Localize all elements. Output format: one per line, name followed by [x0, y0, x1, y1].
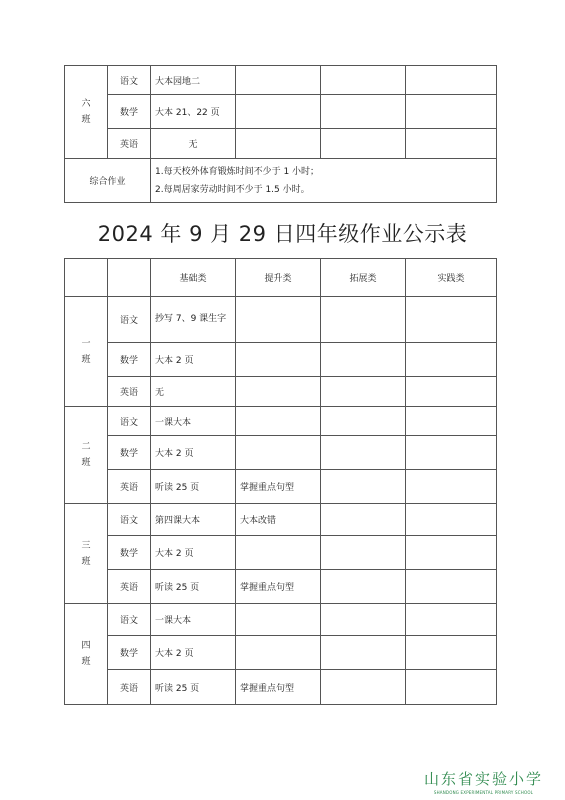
extend-cell	[321, 636, 406, 670]
header-blank	[108, 259, 151, 297]
improve-cell	[236, 604, 321, 636]
practice-cell	[406, 636, 497, 670]
practice-cell	[406, 670, 497, 705]
subject-cell: 数学	[108, 343, 151, 377]
basic-cell: 听读 25 页	[151, 570, 236, 604]
subject-cell: 数学	[108, 436, 151, 470]
class-cell-4: 四 班	[65, 604, 108, 705]
improve-cell	[236, 377, 321, 407]
header-basic: 基础类	[151, 259, 236, 297]
extend-cell	[321, 570, 406, 604]
practice-cell	[406, 470, 497, 504]
subject-cell: 语文	[108, 297, 151, 343]
practice-cell	[406, 66, 497, 95]
improve-cell	[236, 636, 321, 670]
comprehensive-label: 综合作业	[65, 159, 151, 203]
homework-table	[64, 258, 497, 705]
header-improve: 提升类	[236, 259, 321, 297]
extend-cell	[321, 297, 406, 343]
practice-cell	[406, 407, 497, 436]
subject-cell: 语文	[108, 66, 151, 95]
subject-cell: 英语	[108, 377, 151, 407]
improve-cell: 掌握重点句型	[236, 670, 321, 705]
extend-cell	[321, 343, 406, 377]
basic-cell: 听读 25 页	[151, 470, 236, 504]
improve-cell	[236, 297, 321, 343]
extend-cell	[321, 95, 406, 129]
previous-table-section	[64, 65, 497, 203]
improve-cell	[236, 66, 321, 95]
subject-cell: 数学	[108, 95, 151, 129]
practice-cell	[406, 377, 497, 407]
basic-cell: 第四课大本	[151, 504, 236, 536]
practice-cell	[406, 297, 497, 343]
improve-cell: 掌握重点句型	[236, 470, 321, 504]
practice-cell	[406, 129, 497, 159]
comprehensive-line: 2.每周居家劳动时间不少于 1.5 小时。	[155, 184, 310, 195]
extend-cell	[321, 670, 406, 705]
subject-cell: 语文	[108, 604, 151, 636]
improve-cell	[236, 436, 321, 470]
subject-cell: 语文	[108, 407, 151, 436]
basic-cell: 大本 2 页	[151, 536, 236, 570]
subject-cell: 英语	[108, 470, 151, 504]
header-extend: 拓展类	[321, 259, 406, 297]
improve-cell	[236, 95, 321, 129]
extend-cell	[321, 377, 406, 407]
basic-cell: 一课大本	[151, 604, 236, 636]
basic-cell: 大本 21、22 页	[151, 95, 236, 129]
class-cell-1: 一 班	[65, 297, 108, 407]
basic-cell: 大本园地二	[151, 66, 236, 95]
subject-cell: 数学	[108, 536, 151, 570]
comprehensive-line: 1.每天校外体育锻炼时间不少于 1 小时；	[155, 166, 320, 177]
class-cell-3: 三 班	[65, 504, 108, 604]
practice-cell	[406, 536, 497, 570]
basic-cell: 听读 25 页	[151, 670, 236, 705]
subject-cell: 英语	[108, 129, 151, 159]
improve-cell	[236, 343, 321, 377]
extend-cell	[321, 536, 406, 570]
subject-cell: 数学	[108, 636, 151, 670]
page-title: 2024 年 9 月 29 日四年级作业公示表	[97, 222, 468, 246]
practice-cell	[406, 95, 497, 129]
extend-cell	[321, 436, 406, 470]
header-practice: 实践类	[406, 259, 497, 297]
basic-cell: 大本 2 页	[151, 343, 236, 377]
school-name-en: SHANDONG EXPERIMENTAL PRIMARY SCHOOL	[433, 790, 534, 795]
extend-cell	[321, 66, 406, 95]
basic-cell: 大本 2 页	[151, 636, 236, 670]
improve-cell	[236, 407, 321, 436]
extend-cell	[321, 604, 406, 636]
basic-cell: 大本 2 页	[151, 436, 236, 470]
extend-cell	[321, 504, 406, 536]
class-cell-6: 六 班	[65, 66, 108, 159]
practice-cell	[406, 604, 497, 636]
subject-cell: 英语	[108, 570, 151, 604]
comprehensive-content	[151, 159, 497, 203]
subject-cell: 英语	[108, 670, 151, 705]
extend-cell	[321, 407, 406, 436]
extend-cell	[321, 129, 406, 159]
practice-cell	[406, 436, 497, 470]
practice-cell	[406, 570, 497, 604]
class-cell-2: 二 班	[65, 407, 108, 504]
school-logo	[424, 768, 543, 795]
header-row	[65, 259, 497, 297]
extend-cell	[321, 470, 406, 504]
improve-cell: 大本改错	[236, 504, 321, 536]
basic-cell: 抄写 7、9 课生字	[151, 297, 236, 343]
practice-cell	[406, 343, 497, 377]
improve-cell: 掌握重点句型	[236, 570, 321, 604]
basic-cell: 无	[151, 129, 236, 159]
basic-cell: 无	[151, 377, 236, 407]
practice-cell	[406, 504, 497, 536]
header-blank	[65, 259, 108, 297]
basic-cell: 一课大本	[151, 407, 236, 436]
subject-cell: 语文	[108, 504, 151, 536]
improve-cell	[236, 129, 321, 159]
school-name-zh: 山东省实验小学	[423, 770, 543, 788]
improve-cell	[236, 536, 321, 570]
